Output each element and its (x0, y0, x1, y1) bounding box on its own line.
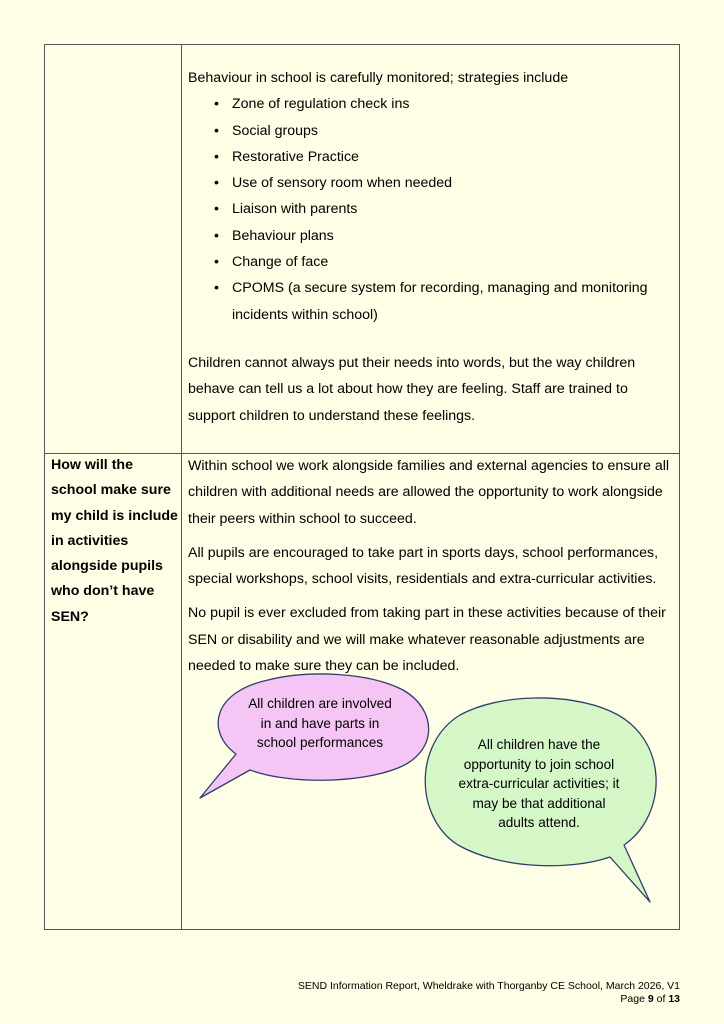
answer-paragraph: No pupil is ever excluded from taking part in these activities because of their SEN or disability and we will make whatever reasonable adjustments are needed to make sure they can be included. (188, 605, 666, 675)
answer-paragraph: All pupils are encouraged to take part in sports days, school performances, special workshops, school visits, residentials and extra-curricular activities. (188, 544, 659, 588)
speech-bubble-performances (198, 672, 438, 804)
table-column-divider (181, 44, 182, 930)
page-prefix: Page (620, 993, 648, 1005)
list-item: • Restorative Practice (188, 144, 674, 170)
page-of: of (653, 993, 669, 1005)
total-pages: 13 (668, 993, 680, 1005)
behaviour-intro-text: Behaviour in school is carefully monitored; strategies include (188, 70, 569, 86)
answer-paragraph: Within school we work alongside families and external agencies to ensure all children with additional needs are allowed the opportunity to work alongside their peers within school to succeed. (188, 458, 670, 527)
list-item: • Liaison with parents (188, 196, 674, 222)
list-item: • Zone of regulation check ins (188, 91, 674, 117)
page-number (298, 993, 680, 1006)
strategy-list (188, 91, 674, 328)
question-heading: How will the school make sure my child is include in activities alongside pupils who don’t have SEN? (51, 457, 178, 625)
current-page: 9 (647, 993, 654, 1005)
speech-bubble-text: All children are involved in and have parts in school performances (248, 696, 392, 750)
answer-cell (188, 453, 676, 687)
page-footer (298, 980, 680, 1006)
list-item: • Behaviour plans (188, 223, 674, 249)
speech-bubble-extracurricular (420, 697, 656, 905)
behaviour-intro-cell (188, 65, 674, 328)
list-item: • CPOMS (a secure system for recording, managing and monitoring incidents within school) (188, 275, 674, 328)
speech-bubble-text: All children have the opportunity to join school extra-curricular activities; it may be that additional adults attend. (458, 737, 620, 830)
list-item: • Use of sensory room when needed (188, 170, 674, 196)
behaviour-feelings-paragraph: Children cannot always put their needs into words, but the way children behave can tell us a lot about how they are feeling. Staff are trained to support children to understand these feelings. (188, 355, 636, 424)
list-item: • Change of face (188, 249, 674, 275)
list-item: • Social groups (188, 118, 674, 144)
footer-document-title: SEND Information Report, Wheldrake with Thorganby CE School, March 2026, V1 (297, 980, 680, 992)
